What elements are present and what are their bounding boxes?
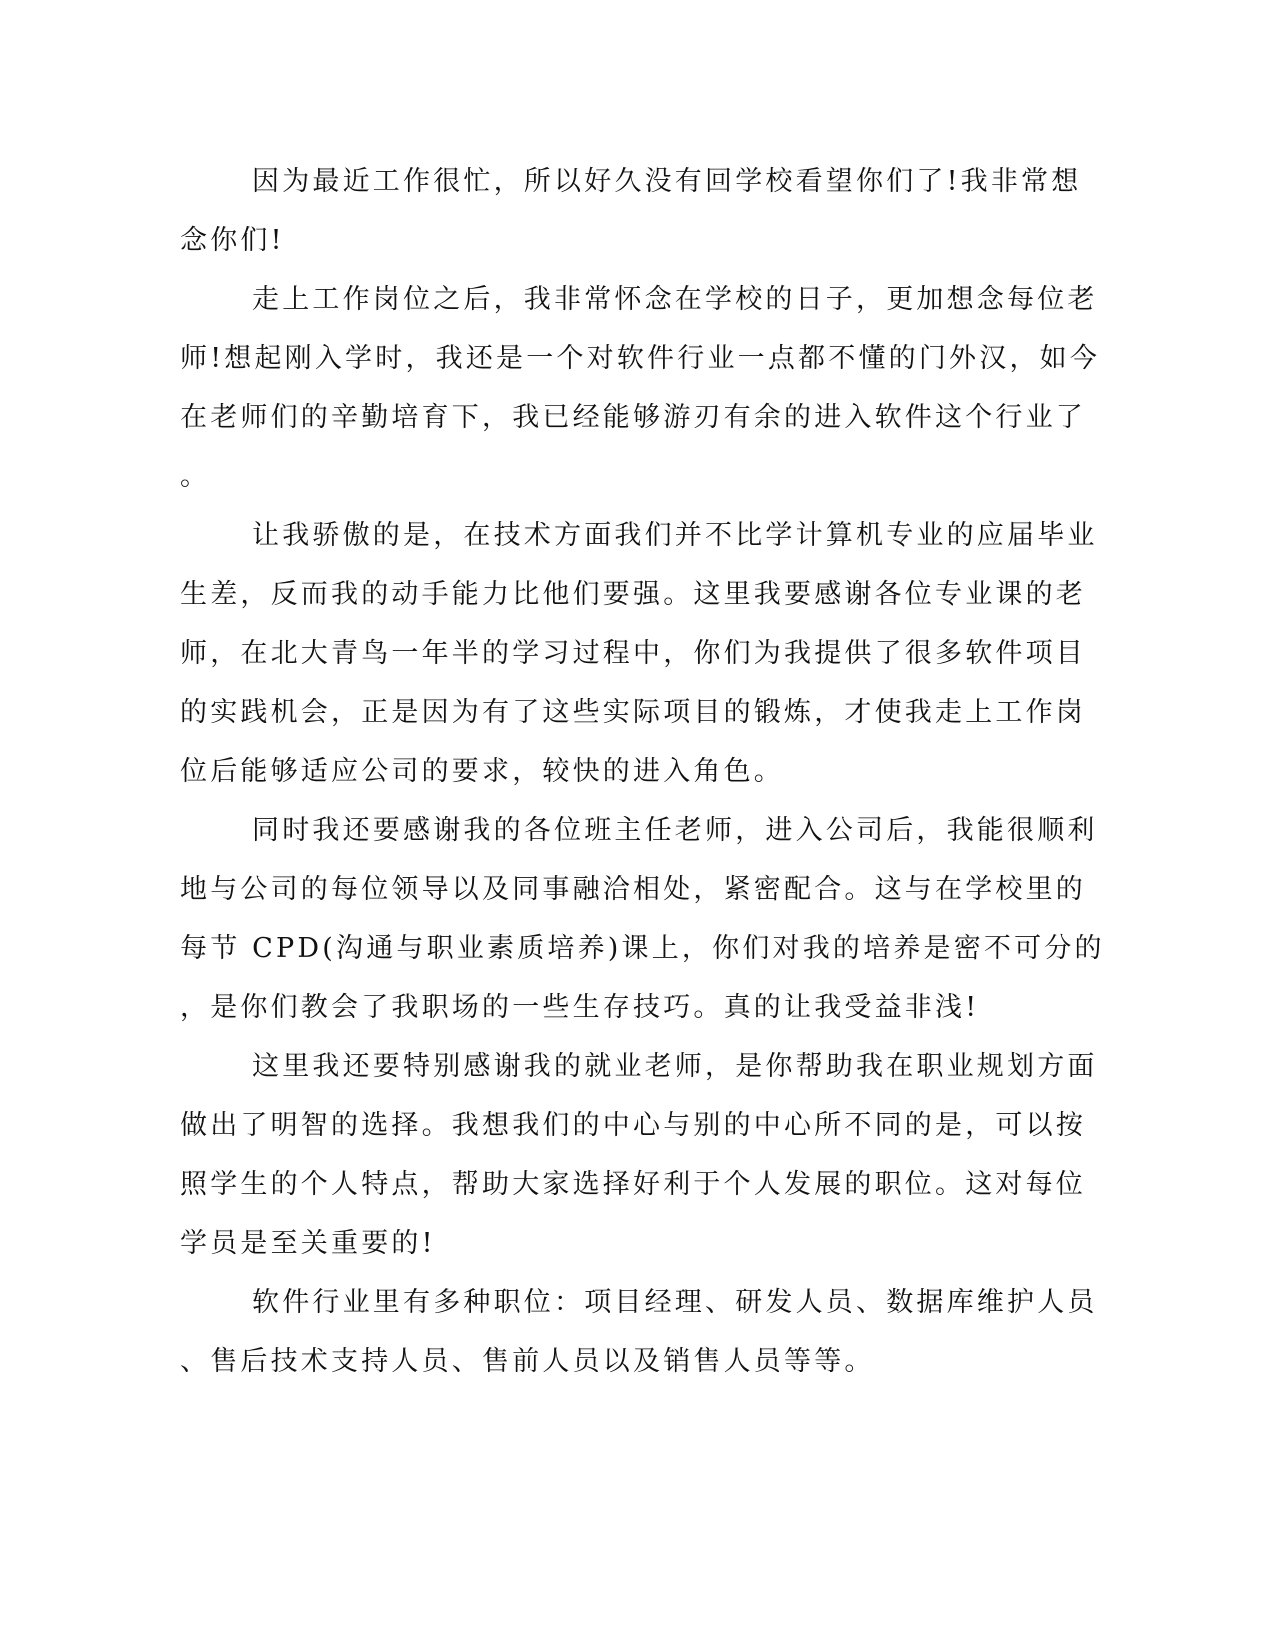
paragraph-line: 学员是至关重要的! (180, 1228, 436, 1259)
paragraph-line: ，是你们教会了我职场的一些生存技巧。真的让我受益非浅! (180, 992, 980, 1023)
paragraph-6 (180, 1273, 1098, 1391)
paragraph-4 (180, 801, 1105, 1037)
paragraph-line: 这里我还要特别感谢我的就业老师，是你帮助我在职业规划方面 (252, 1051, 1098, 1082)
paragraph-line: 让我骄傲的是，在技术方面我们并不比学计算机专业的应届毕业 (252, 520, 1098, 551)
paragraph-line: 同时我还要感谢我的各位班主任老师，进入公司后，我能很顺利 (252, 815, 1098, 846)
paragraph-line: 师，在北大青鸟一年半的学习过程中，你们为我提供了很多软件项目 (180, 638, 1086, 669)
paragraph-line: 走上工作岗位之后，我非常怀念在学校的日子，更加想念每位老 (252, 284, 1098, 315)
document-body (180, 152, 1105, 1391)
paragraph-line: 、售后技术支持人员、售前人员以及销售人员等等。 (180, 1346, 875, 1377)
paragraph-line: 念你们! (180, 225, 285, 256)
paragraph-line: 。 (180, 461, 211, 492)
paragraph-line: 生差，反而我的动手能力比他们要强。这里我要感谢各位专业课的老 (180, 579, 1086, 610)
paragraph-line: 位后能够适应公司的要求，较快的进入角色。 (180, 756, 784, 787)
paragraph-line: 师!想起刚入学时，我还是一个对软件行业一点都不懂的门外汉，如今 (180, 343, 1101, 374)
paragraph-3 (180, 506, 1098, 801)
paragraph-line: 的实践机会，正是因为有了这些实际项目的锻炼，才使我走上工作岗 (180, 697, 1086, 728)
paragraph-line: 照学生的个人特点，帮助大家选择好利于个人发展的职位。这对每位 (180, 1169, 1086, 1200)
paragraph-2 (180, 270, 1101, 506)
paragraph-1 (180, 152, 1082, 270)
paragraph-line: 做出了明智的选择。我想我们的中心与别的中心所不同的是，可以按 (180, 1110, 1086, 1141)
paragraph-line: 因为最近工作很忙，所以好久没有回学校看望你们了!我非常想 (252, 166, 1082, 197)
paragraph-line: 地与公司的每位领导以及同事融洽相处，紧密配合。这与在学校里的 (180, 874, 1086, 905)
paragraph-5 (180, 1037, 1098, 1273)
paragraph-line: 软件行业里有多种职位：项目经理、研发人员、数据库维护人员 (252, 1287, 1098, 1318)
paragraph-line: 在老师们的辛勤培育下，我已经能够游刃有余的进入软件这个行业了 (180, 402, 1086, 433)
paragraph-line: 每节 CPD(沟通与职业素质培养)课上，你们对我的培养是密不可分的 (180, 933, 1105, 964)
